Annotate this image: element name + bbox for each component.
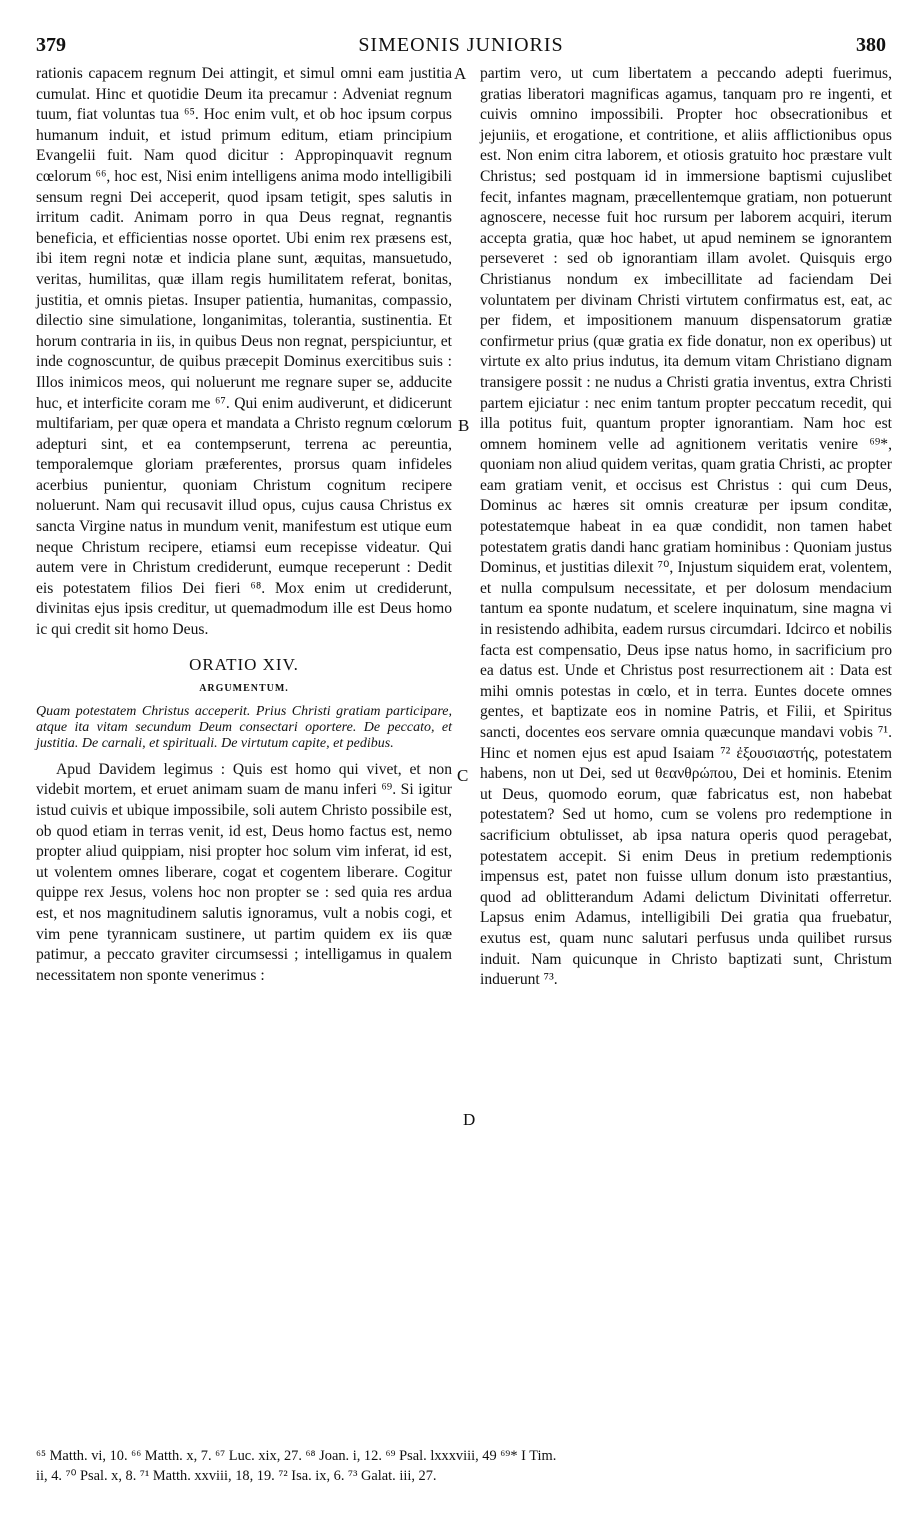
page-number-left: 379 xyxy=(36,34,66,56)
left-column xyxy=(36,64,452,986)
footnote-line-2: ii, 4. ⁷⁰ Psal. x, 8. ⁷¹ Matth. xxviii, 18, 19. ⁷² Isa. ix, 6. ⁷³ Galat. iii, 27. xyxy=(36,1468,437,1484)
argumentum-text: Quam potestatem Christus acceperit. Prius Christi gratiam participare, atque ita vitam secundum Deum consectari oportere. De peccato, et justitia. De carnali, et spirituali. De virtutum capite, et pedibus. xyxy=(36,703,452,751)
page-header xyxy=(36,34,886,60)
margin-marker-b: B xyxy=(458,416,470,435)
argumentum-title: ARGUMENTUM. xyxy=(199,683,289,695)
left-paragraph-2: Apud Davidem legimus : Quis est homo qui vivet, et non videbit mortem, et eruet animam suam de manu inferi ⁶⁹. Si igitur istud cuivis et ubique impossibile, soli autem Christo possibile est, ob quod etiam in terras venit, id est, Deus homo factus est, nemo propter aliud quippiam, nisi propter hoc solum vim inferat, id est, ut volentem omnes liberare, cogat et cogentem liberare. Cogitur quippe rex Jesus, volens hoc non propter se : sed quia res ardua est, et nos magnitudinem salutis ignoramus, vult a nobis cogi, et vim pene tyrannicam sustinere, ut partim quidem ex iis quæ patimur, a peccato graviter circumsessi ; intelligamus in qualem necessitatem non sponte venerimus : xyxy=(36,760,452,984)
page-number-right: 380 xyxy=(856,34,886,56)
margin-marker-d: D xyxy=(463,1110,476,1129)
right-column xyxy=(480,64,892,991)
footnotes xyxy=(36,1446,892,1486)
footnote-line-1: ⁶⁵ Matth. vi, 10. ⁶⁶ Matth. x, 7. ⁶⁷ Luc. xix, 27. ⁶⁸ Joan. i, 12. ⁶⁹ Psal. lxxxviii, 49 ⁶⁹* I Tim. xyxy=(36,1448,557,1464)
right-paragraph-1: partim vero, ut cum libertatem a peccando adepti fuerimus, gratias liberatori magnificas agamus, tanquam pro re ingenti, et cuivis omnino impossibili. Propter hoc obsecrationibus et jejuniis, et erogatione, et contritione, et aliis afflictionibus opus est. Non enim citra laborem, et otiosis gratuito hoc præstare vult Christus; sed postquam id in immersione baptismi cujuslibet fecit, infantes magnam, præcellentemque gratiam, non potuerunt agnoscere, necesse fuit hoc rursum per laborem acquiri, iterum accepta gratia, quæ hoc habet, ut apud neminem se ignorantem perseveret : sed ob ignorantiam illam avolet. Quisquis ergo Christianus nondum ex imbecillitate ad faciendam Dei voluntatem per divinam Christi virtutem confirmatus est, eat, ac per fidem, et impositionem manuum dispensatorum gratiæ confirmetur prius (quæ gratia ex fide donatur, non ex operibus) ut virtute ex alto prius indutus, ita demum vitam Christiano dignam transigere possit : ne nudus a Christi gratia inventus, extra Christi partem ejiciatur : nec enim tantum propter peccatum recedit, qui illa potitus fuit, quantum propter ignorantiam. Nam hoc est omnem hominem velle ad agnitionem veritatis venire ⁶⁹*, quoniam non aliud quidem veritas, quam gratia Christi, ac propter eam gratiam venit, et occisus est Christus : qui cum Deus, Dominus ac hæres sit omnis creaturæ per ipsum conditæ, potestatemque habeat in ea quæ condidit, non tamen habet potestatem gratis dandi hanc gratiam hominibus : Quoniam justus Dominus, et justitias dilexit ⁷⁰, Injustum siquidem erat, volentem, et nulla compulsum necessitate, et per dolosum mendacium tantum ea sponte nudatum, et scelere inquinatum, sine magna vi in resistendo adhibita, eadem rursus circumdari. Idcirco et nobilis facta est compensatio, Deus ipse natus homo, in sacrificium pro ea datus est. Unde et Christus post resurrectionem ait : Data est mihi omnis potestas in cœlo, et in terra. Euntes docete omnes gentes, et baptizate eos in nomine Patris, et Filii, et Spiritus sancti, docentes eos servare omnia quæcunque mandavi vobis ⁷¹. Hinc et nomen ejus est apud Isaiam ⁷² ἐξουσιαστής, potestatem habens, non ut Dei, sed ut θεανθρώπου, Dei et hominis. Etenim ut Deus, quomodo eorum, quæ fabricatus est, non habebat potestatem? Sed ut homo, cum se volens pro redemptione in sacrificium obtulisset, ab ipsa natura operis quod peragebat, potestatem accepit. Si enim Deus in pretium redemptionis impensus est, patet non fuisse ullum donum isto præstantius, quod ad oblitterandum Adami delictum Divinitati offerretur. Lapsus enim Adamus, intelligibili Dei gratia qua fruebatur, exutus est, quam nunc salutari perfusus unda quilibet rursus induit. Nam quicunque in Christo baptizati sunt, Christum induerunt ⁷³. xyxy=(480,65,892,989)
oratio-title: ORATIO XIV. xyxy=(189,654,299,674)
left-paragraph-1: rationis capacem regnum Dei attingit, et simul omni eam justitia cumulat. Hinc et quotidie Deum ita precamur : Adveniat regnum tuum, fiat voluntas tua ⁶⁵. Hoc enim vult, et ob hoc ipsum corpus humanum induit, et istud primum editum, etiam principium Evangelii fuit. Nam quod dicitur : Appropinquavit regnum cœlorum ⁶⁶, hoc est, Nisi enim intelligens anima modo intelligibili sensum regni Dei acceperit, quod ipsam tetigit, spes salutis in irritum cadit. Animam porro in qua Deus regnat, regnantis beneficia, et efficientias nosse oportet. Ubi enim rex præsens est, ibi item regni notæ et indicia plane sunt, æquitas, mansuetudo, veritas, humilitas, quæ illam regis humilitatem referat, bonitas, justitia, et omnis pietas. Insuper patientia, humanitas, compassio, dilectio sine simulatione, longanimitas, tolerantia, sustinentia. Et horum contraria in iis, in quibus Deus non regnat, perspiciuntur, et inde cognoscuntur, de quibus præcepit Dominus exercitibus suis : Illos inimicos meos, qui noluerunt me regnare super se, adducite huc, et interficite coram me ⁶⁷. Qui enim audiverunt, et didicerunt multifariam, per quæ opera et mandata a Christo regnum cœlorum adepturi sint, et ea contempserunt, terrena ac pereuntia, temporalemque gloriam præferentes, prorsus quam infideles acerbius punientur, quoniam Christum cognitum recipere noluerunt. Nam qui recusavit illud opus, cujus causa Christus ex sancta Virgine natus in mundum venit, manifestum est utique eum neque Christum recipere, etiamsi eum recepisse videatur. Qui autem vere in Christum crediderunt, eumque receperunt : Dedit eis potestatem filios Dei fieri ⁶⁸. Mox enim ut crediderunt, divinitas ejus ipsis creditur, ut quemadmodum ille est Deus homo ic qui credit sit homo Deus. xyxy=(36,65,452,639)
margin-marker-a: A xyxy=(454,64,467,83)
margin-marker-c: C xyxy=(457,766,469,785)
running-head: SIMEONIS JUNIORIS xyxy=(358,34,564,56)
